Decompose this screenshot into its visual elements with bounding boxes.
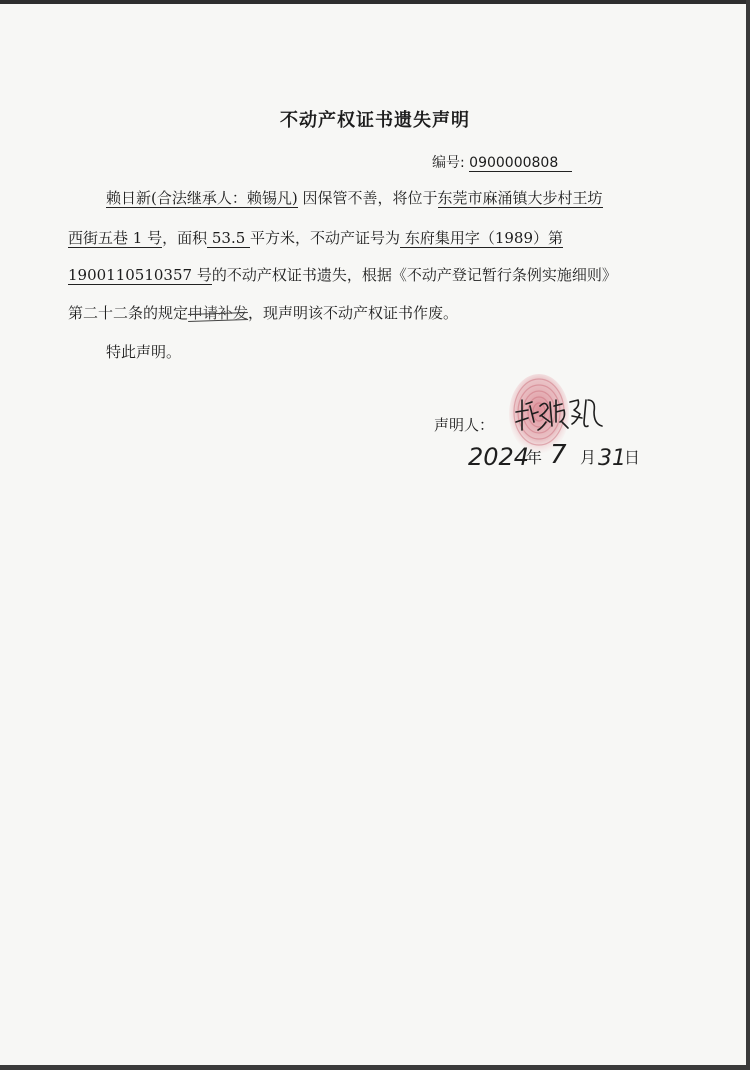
body-line-4 — [68, 302, 458, 324]
handwritten-date — [464, 438, 654, 482]
certificate-number-cont: 1900110510357 号 — [68, 266, 212, 284]
body-text: 平方米，不动产证号为 — [250, 229, 401, 247]
date-year: 2024 — [468, 443, 530, 471]
handwritten-signature — [512, 392, 604, 434]
body-line-3 — [68, 264, 617, 286]
number-label: 编号: — [432, 155, 465, 171]
property-area: 53.5 — [207, 229, 251, 247]
scan-edge-right — [746, 0, 750, 1070]
body-text: ，现声明该不动产权证书作废。 — [248, 304, 459, 322]
document-number — [432, 152, 572, 172]
date-month: 7 — [550, 440, 567, 470]
owner-name: 赖日新(合法继承人：赖锡凡) — [106, 189, 298, 207]
body-line-2 — [68, 227, 563, 249]
declarant-label: 声明人： — [434, 416, 495, 434]
scan-edge-bottom — [0, 1065, 750, 1070]
struck-text: 申请补发 — [188, 304, 249, 322]
document-title: 不动产权证书遗失声明 — [280, 110, 470, 131]
date-month-unit: 月 — [580, 448, 597, 467]
property-address-cont: 西街五巷 1 号 — [68, 229, 163, 247]
date-day: 31 — [598, 446, 626, 471]
body-line-1 — [106, 187, 603, 209]
scan-edge-top — [0, 0, 750, 4]
certificate-number: 东府集用字（1989）第 — [400, 229, 564, 247]
date-year-unit: 年 — [526, 448, 543, 467]
handwritten-date-svg — [464, 438, 654, 478]
body-text: 第二十二条的规定 — [68, 304, 189, 322]
number-value: 0900000808 — [469, 155, 572, 172]
property-address: 东莞市麻涌镇大步村王坊 — [437, 189, 603, 207]
date-day-unit: 日 — [624, 448, 641, 467]
closing-line: 特此声明。 — [106, 343, 182, 361]
body-text: 因保管不善，将位于 — [297, 189, 438, 207]
body-text: 的不动产权证书遗失，根据《不动产登记暂行条例实施细则》 — [211, 266, 617, 284]
body-text: ，面积 — [162, 229, 208, 247]
